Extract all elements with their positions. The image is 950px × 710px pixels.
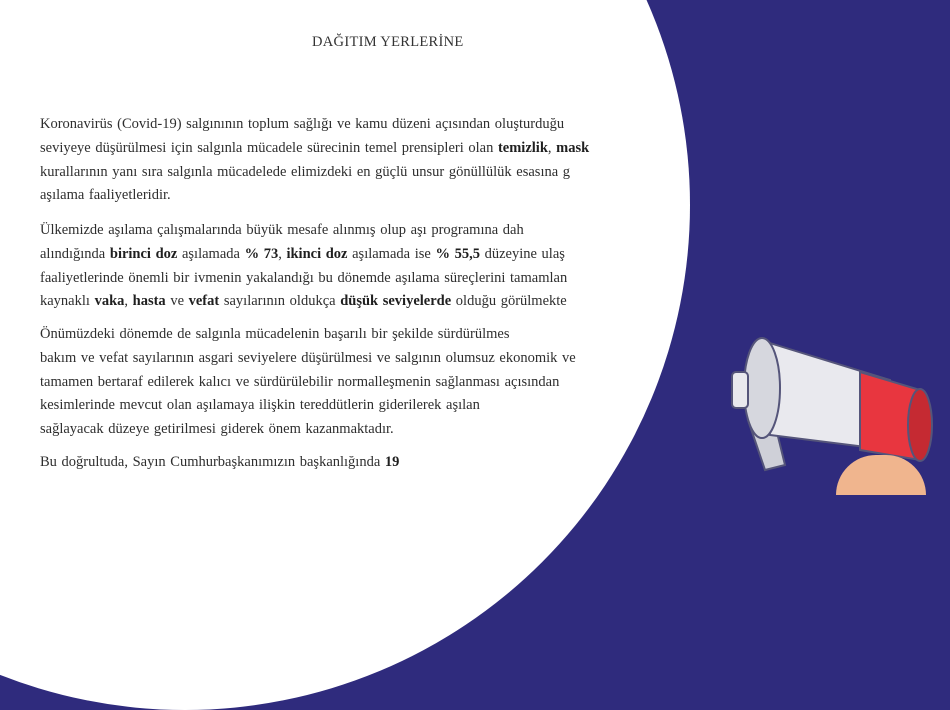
- document-content: [0, 0, 690, 480]
- text-line: [40, 290, 690, 314]
- text-line: [40, 243, 690, 267]
- text-line: [40, 137, 690, 161]
- document-title: DAĞITIM YERLERİNE: [312, 34, 464, 50]
- bold-text: vefat: [188, 293, 220, 310]
- paragraph-4: [40, 451, 690, 475]
- text-segment: düzeyine ulaş: [479, 245, 565, 262]
- text-segment: ve: [165, 293, 189, 310]
- text-line: [40, 184, 690, 208]
- text-segment: Koronavirüs (Covid-19) salgınının toplum sağlığı ve kamu düzeni açısından oluşturduğu: [40, 116, 565, 132]
- text-line: [40, 418, 690, 442]
- text-line: [40, 161, 690, 185]
- text-line: [40, 347, 690, 371]
- bold-text: % 55,5: [435, 245, 480, 262]
- text-segment: olduğu görülmekte: [451, 293, 567, 310]
- bold-text: hasta: [132, 293, 166, 310]
- bold-text: temizlik: [497, 139, 548, 156]
- text-segment: tamamen bertaraf edilerek kalıcı ve sürdürülebilir normalleşmenin sağlanması açısından: [40, 373, 560, 390]
- bold-text: mask: [556, 139, 590, 156]
- text-line: [40, 323, 690, 347]
- bold-text: 19: [384, 454, 400, 470]
- text-line: [40, 371, 690, 395]
- text-segment: aşılamada: [177, 245, 245, 262]
- text-segment: ,: [124, 293, 133, 310]
- text-segment: Bu doğrultuda, Sayın Cumhurbaşkanımızın başkanlığında: [40, 454, 385, 470]
- bold-text: düşük seviyelerde: [340, 293, 452, 310]
- text-segment: bakım ve vefat sayılarının asgari seviyelere düşürülmesi ve salgının olumsuz ekonomik ve: [40, 349, 576, 366]
- paragraph-2: [40, 219, 690, 314]
- text-segment: ,: [547, 139, 557, 156]
- megaphone-icon: [690, 300, 950, 480]
- bold-text: birinci doz: [109, 245, 178, 262]
- text-segment: Ülkemizde aşılama çalışmalarında büyük mesafe alınmış olup aşı programına dah: [40, 222, 524, 238]
- paragraph-3: [40, 323, 690, 442]
- text-line: [40, 394, 690, 418]
- text-segment: Önümüzdeki dönemde de salgınla mücadelenin başarılı bir şekilde sürdürülmes: [40, 326, 510, 342]
- text-segment: sayılarının oldukça: [219, 293, 341, 310]
- text-segment: ,: [278, 245, 287, 262]
- text-line: [40, 113, 690, 137]
- text-segment: aşılama faaliyetleridir.: [40, 187, 171, 204]
- text-segment: kesimlerinde mevcut olan aşılamaya ilişkin tereddütlerin giderilerek aşılan: [40, 397, 480, 414]
- paragraph-1: [40, 113, 690, 208]
- bold-text: % 73: [244, 245, 279, 262]
- text-line: [40, 219, 690, 243]
- text-segment: kaynaklı: [40, 293, 95, 310]
- text-segment: sağlayacak düzeye getirilmesi giderek önem kazanmaktadır.: [40, 421, 394, 438]
- text-line: [40, 451, 690, 475]
- bold-text: vaka: [94, 293, 125, 310]
- text-segment: aşılamada ise: [347, 245, 436, 262]
- text-segment: faaliyetlerinde önemli bir ivmenin yakalandığı bu dönemde aşılama süreçlerini tamamlan: [40, 269, 568, 286]
- text-line: [40, 267, 690, 291]
- text-segment: alındığında: [40, 245, 110, 262]
- bold-text: ikinci doz: [286, 245, 348, 262]
- text-segment: seviyeye düşürülmesi için salgınla mücadele sürecinin temel prensipleri olan: [40, 139, 498, 156]
- text-segment: kurallarının yanı sıra salgınla mücadelede elimizdeki en güçlü unsur gönüllülük esasına g: [40, 163, 571, 180]
